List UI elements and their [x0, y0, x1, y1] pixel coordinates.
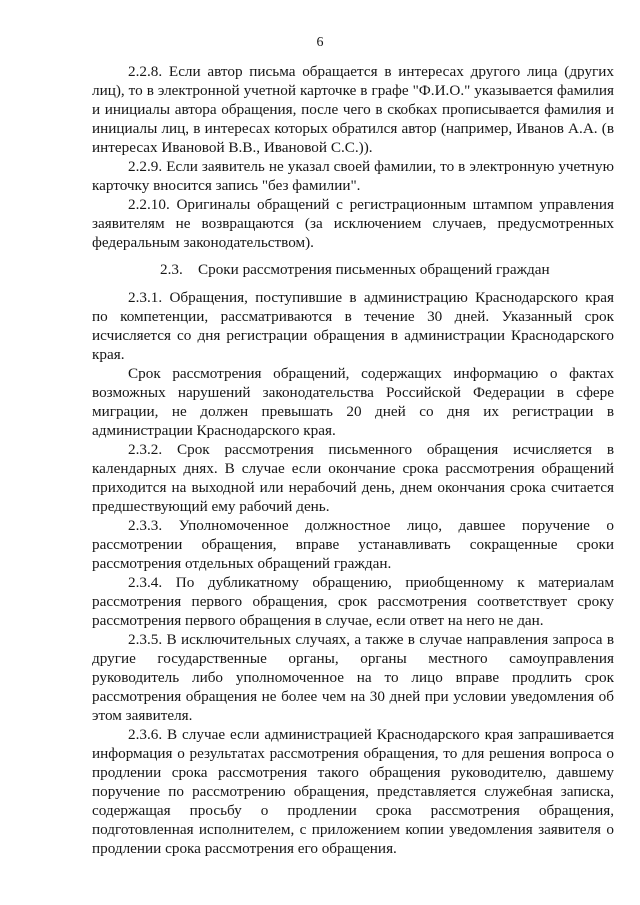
- text-line: 2.3.1. Обращения, поступившие в администрацию Краснодарского края: [128, 289, 614, 306]
- text-line: по компетенции, рассматриваются в течение 30 дней. Указанный срок: [92, 308, 614, 325]
- text-line: администрации Краснодарского края.: [92, 422, 336, 439]
- text-line: рассмотрения обращения не более чем на 30 дней при условии уведомления об: [92, 688, 614, 705]
- text-line: интересах Ивановой В.В., Ивановой С.С.)).: [92, 139, 373, 156]
- text-line: и инициалы автора обращения, после чего в скобках прописывается фамилия и: [92, 101, 614, 118]
- text-line: Срок рассмотрения обращений, содержащих информацию о фактах: [128, 365, 614, 382]
- text-line: карточку вносится запись "без фамилии".: [92, 177, 361, 194]
- text-line: рассмотрения первого обращения, срок рассмотрения соответствует сроку: [92, 593, 614, 610]
- text-line: исчисляется со дня регистрации обращения в администрации Краснодарского: [92, 327, 614, 344]
- text-line: лиц), то в электронной учетной карточке в графе "Ф.И.О." указывается фамилия: [92, 82, 614, 99]
- text-line: продлении срока рассмотрения его обращения.: [92, 840, 397, 857]
- text-line: 2.3.6. В случае если администрацией Краснодарского края запрашивается: [128, 726, 614, 743]
- page-number: 6: [316, 35, 324, 50]
- text-line: приходится на выходной или нерабочий день, днем окончания срока считается: [92, 479, 614, 496]
- text-line: продлении срока рассмотрения такого обращения руководителю, давшему: [92, 764, 614, 781]
- text-line: 2.3.3. Уполномоченное должностное лицо, давшее поручение о: [128, 517, 614, 534]
- text-line: рассмотрения отдельных обращений граждан.: [92, 555, 392, 572]
- text-line: информация о результатах рассмотрения обращения, то для решения вопроса о: [92, 745, 614, 762]
- text-line: миграции, не должен превышать 20 дней со дня их регистрации в: [92, 403, 614, 420]
- text-line: поручение по рассмотрению обращения, представляется служебная записка,: [92, 783, 614, 800]
- text-line: края.: [92, 346, 125, 363]
- text-line: 2.2.10. Оригиналы обращений с регистрационным штампом управления: [128, 196, 614, 213]
- text-line: этом заявителя.: [92, 707, 193, 724]
- text-line: федеральным законодательством).: [92, 234, 314, 251]
- text-line: другие государственные органы, органы местного самоуправления: [92, 650, 614, 667]
- text-line: 2.2.9. Если заявитель не указал своей фамилии, то в электронную учетную: [128, 158, 614, 175]
- text-line: инициалы лиц, в интересах которых обратился автор (например, Иванов А.А. (в: [92, 120, 614, 137]
- text-line: возможных нарушений законодательства Российской Федерации в сфере: [92, 384, 614, 401]
- text-line: 2.3.5. В исключительных случаях, а также в случае направления запроса в: [128, 631, 614, 648]
- text-line: 2.3.4. По дубликатному обращению, приобщенному к материалам: [128, 574, 614, 591]
- text-line: предшествующий ему рабочий день.: [92, 498, 330, 515]
- text-line: рассмотрения первого обращения в случае, если ответ на него не дан.: [92, 612, 544, 629]
- text-line: заявителям не возвращаются (за исключением случаев, предусмотренных: [92, 215, 614, 232]
- text-line: содержащая просьбу о продлении срока рассмотрения обращения,: [92, 802, 614, 819]
- text-line: руководитель либо уполномоченное на то лицо вправе продлить срок: [92, 669, 614, 686]
- text-line: рассмотрении обращения, вправе устанавливать сокращенные сроки: [92, 536, 614, 553]
- text-line: 2.3.2. Срок рассмотрения письменного обращения исчисляется в: [128, 441, 614, 458]
- text-line: календарных днях. В случае если окончание срока рассмотрения обращений: [92, 460, 614, 477]
- text-line: подготовленная исполнителем, с приложением копии уведомления заявителя о: [92, 821, 614, 838]
- section-heading: 2.3. Сроки рассмотрения письменных обращений граждан: [160, 261, 550, 278]
- text-line: 2.2.8. Если автор письма обращается в интересах другого лица (других: [128, 63, 614, 80]
